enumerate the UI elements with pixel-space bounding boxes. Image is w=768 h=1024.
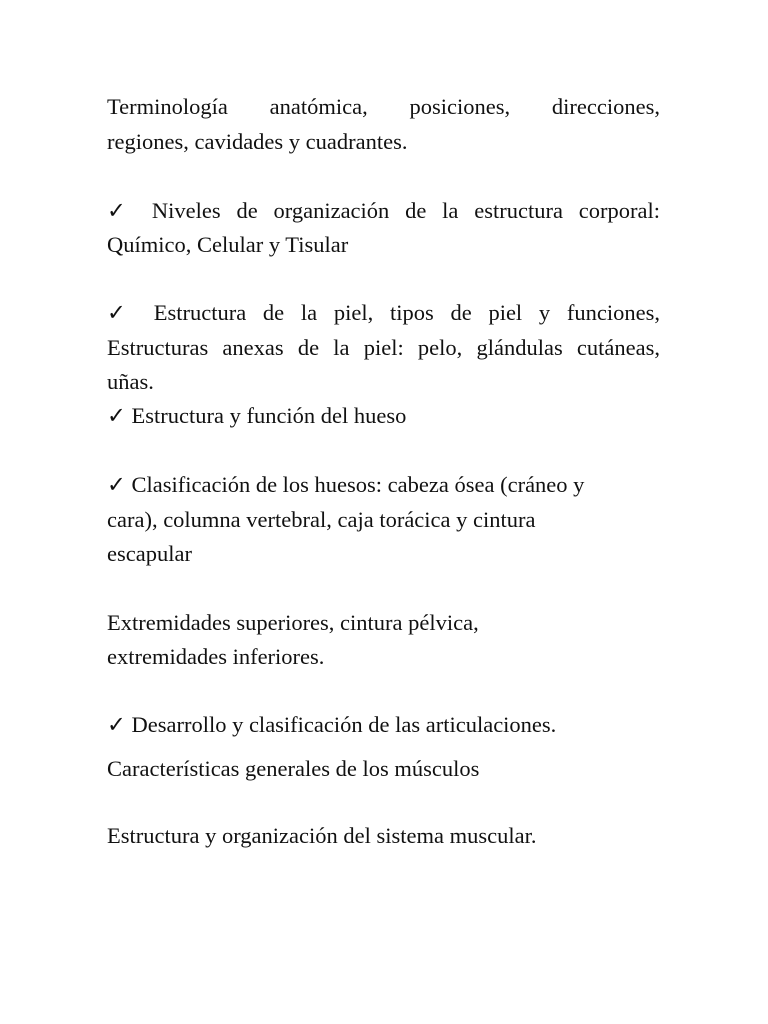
text-line: Terminología anatómica, posiciones, direcciones, bbox=[107, 94, 660, 119]
checklist-item-line bbox=[107, 299, 660, 327]
text-line: Estructura y función del hueso bbox=[131, 403, 407, 428]
text-line: uñas. bbox=[107, 369, 154, 394]
text-line: Químico, Celular y Tisular bbox=[107, 232, 349, 257]
checklist-item-line bbox=[107, 711, 556, 739]
text-line: Estructura y organización del sistema muscular. bbox=[107, 823, 537, 848]
text-line: regiones, cavidades y cuadrantes. bbox=[107, 129, 408, 154]
check-mark-icon: ✓ bbox=[107, 300, 137, 325]
check-mark-icon: ✓ bbox=[107, 198, 137, 223]
checklist-item-line bbox=[107, 471, 584, 499]
text-line: cara), columna vertebral, caja torácica y cintura bbox=[107, 507, 536, 532]
check-mark-icon: ✓ bbox=[107, 472, 126, 497]
checklist-item-line bbox=[107, 197, 660, 225]
text-line: Estructura de la piel, tipos de piel y funciones, bbox=[153, 300, 661, 325]
text-line: extremidades inferiores. bbox=[107, 644, 325, 669]
check-mark-icon: ✓ bbox=[107, 403, 126, 428]
text-line: Desarrollo y clasificación de las articulaciones. bbox=[131, 712, 557, 737]
text-line: Características generales de los músculos bbox=[107, 756, 480, 781]
check-mark-icon: ✓ bbox=[107, 712, 126, 737]
text-line: Extremidades superiores, cintura pélvica, bbox=[107, 610, 479, 635]
text-line: escapular bbox=[107, 541, 192, 566]
text-line: Estructuras anexas de la piel: pelo, glándulas cutáneas, bbox=[107, 335, 660, 360]
text-line: Clasificación de los huesos: cabeza ósea (cráneo y bbox=[131, 472, 585, 497]
checklist-item-line bbox=[107, 402, 406, 430]
text-line: Niveles de organización de la estructura corporal: bbox=[151, 198, 660, 223]
